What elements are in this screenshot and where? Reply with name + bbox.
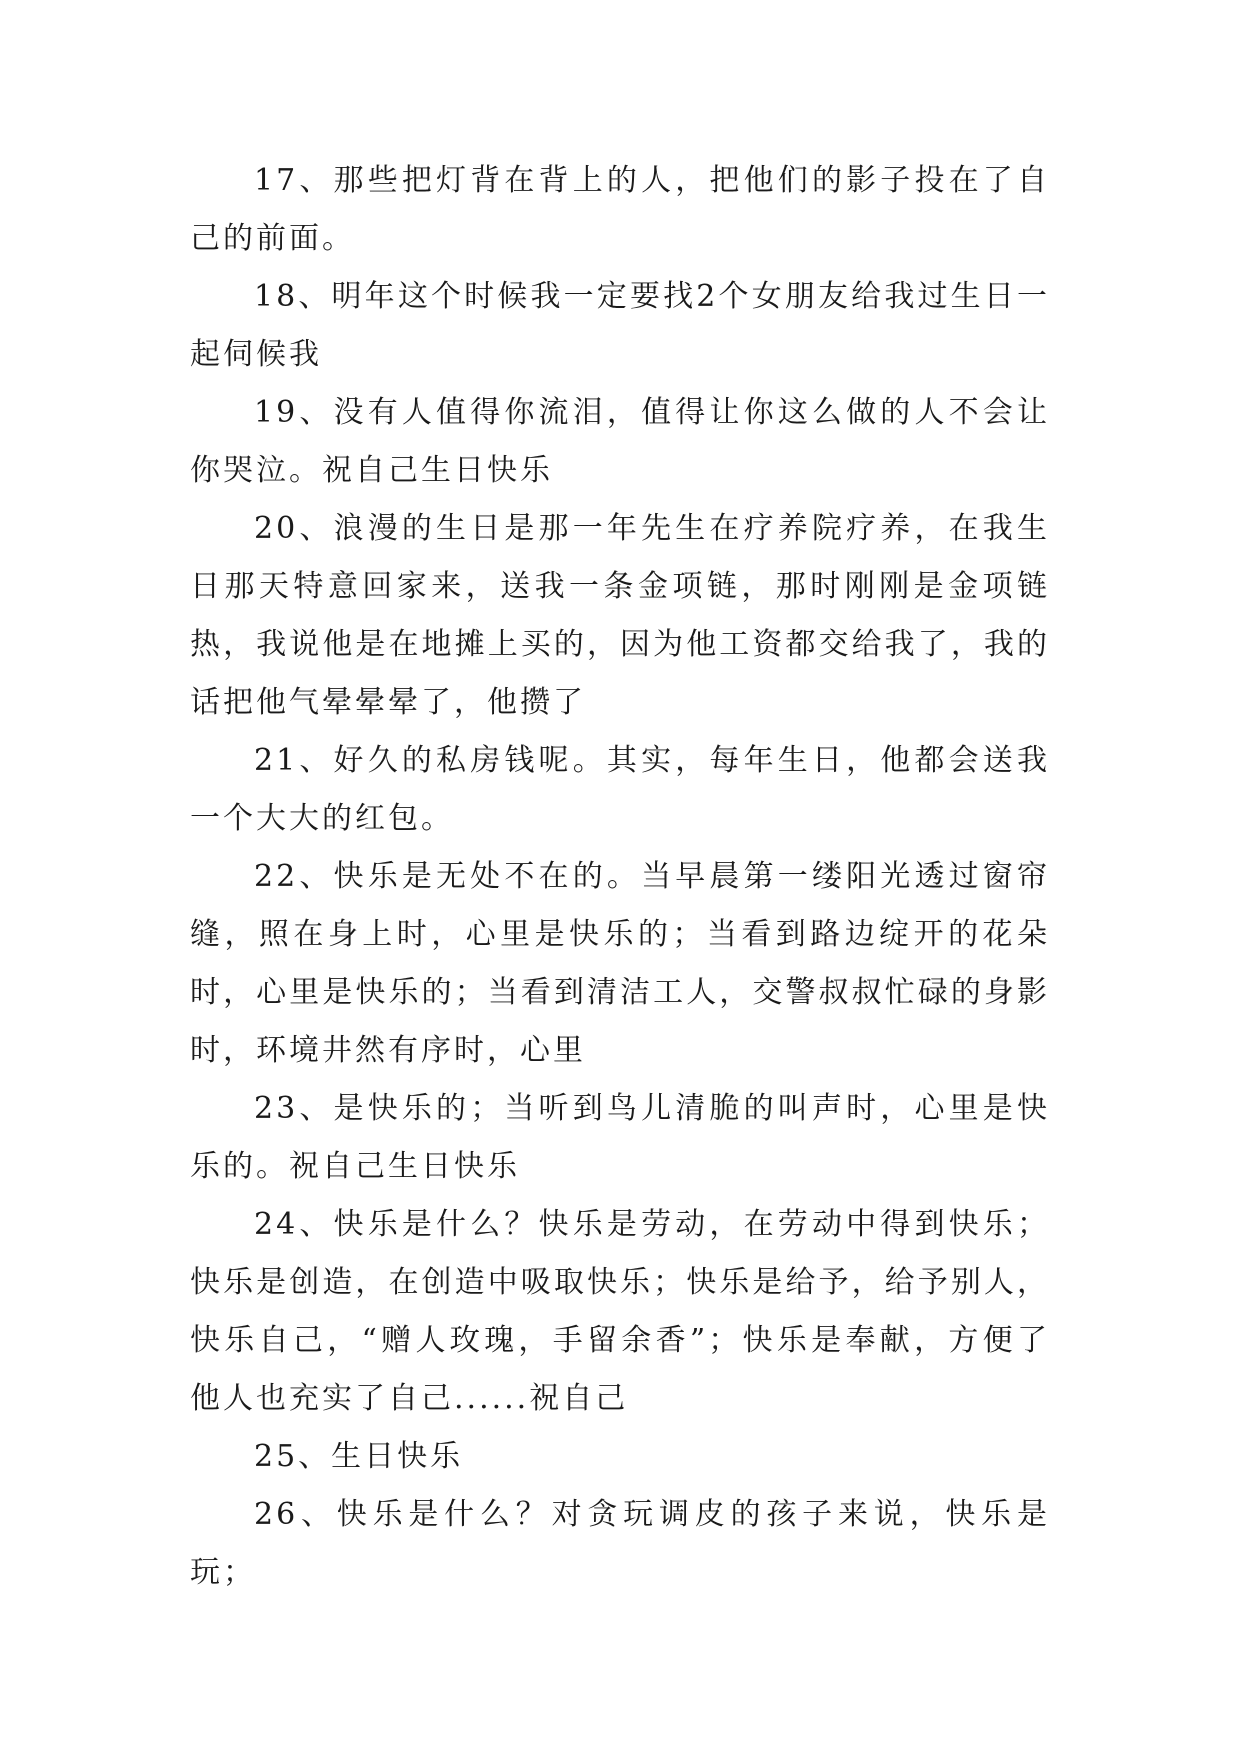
document-body: [190, 152, 1050, 1602]
paragraph-19: 19、没有人值得你流泪，值得让你这么做的人不会让你哭泣。祝自己生日快乐: [190, 395, 1050, 488]
paragraph-20: 20、浪漫的生日是那一年先生在疗养院疗养，在我生日那天特意回家来，送我一条金项链，那时刚刚是金项链热，我说他是在地摊上买的，因为他工资都交给我了，我的话把他气晕晕晕了，他攒了: [190, 511, 1050, 720]
paragraph-26: 26、快乐是什么？对贪玩调皮的孩子来说，快乐是玩；: [190, 1497, 1050, 1590]
paragraph-25: 25、生日快乐: [254, 1439, 464, 1474]
paragraph-17: 17、那些把灯背在背上的人，把他们的影子投在了自己的前面。: [190, 163, 1050, 256]
paragraph-18: 18、明年这个时候我一定要找2个女朋友给我过生日一起伺候我: [190, 279, 1050, 372]
paragraph-23: 23、是快乐的；当听到鸟儿清脆的叫声时，心里是快乐的。祝自己生日快乐: [190, 1091, 1050, 1184]
paragraph-24: 24、快乐是什么？快乐是劳动，在劳动中得到快乐；快乐是创造，在创造中吸取快乐；快乐是给予，给予别人，快乐自己，“赠人玫瑰，手留余香”；快乐是奉献，方便了他人也充实了自己......祝自己: [190, 1207, 1050, 1416]
paragraph-22: 22、快乐是无处不在的。当早晨第一缕阳光透过窗帘缝，照在身上时，心里是快乐的；当看到路边绽开的花朵时，心里是快乐的；当看到清洁工人，交警叔叔忙碌的身影时，环境井然有序时，心里: [190, 859, 1050, 1068]
paragraph-21: 21、好久的私房钱呢。其实，每年生日，他都会送我一个大大的红包。: [190, 743, 1050, 836]
